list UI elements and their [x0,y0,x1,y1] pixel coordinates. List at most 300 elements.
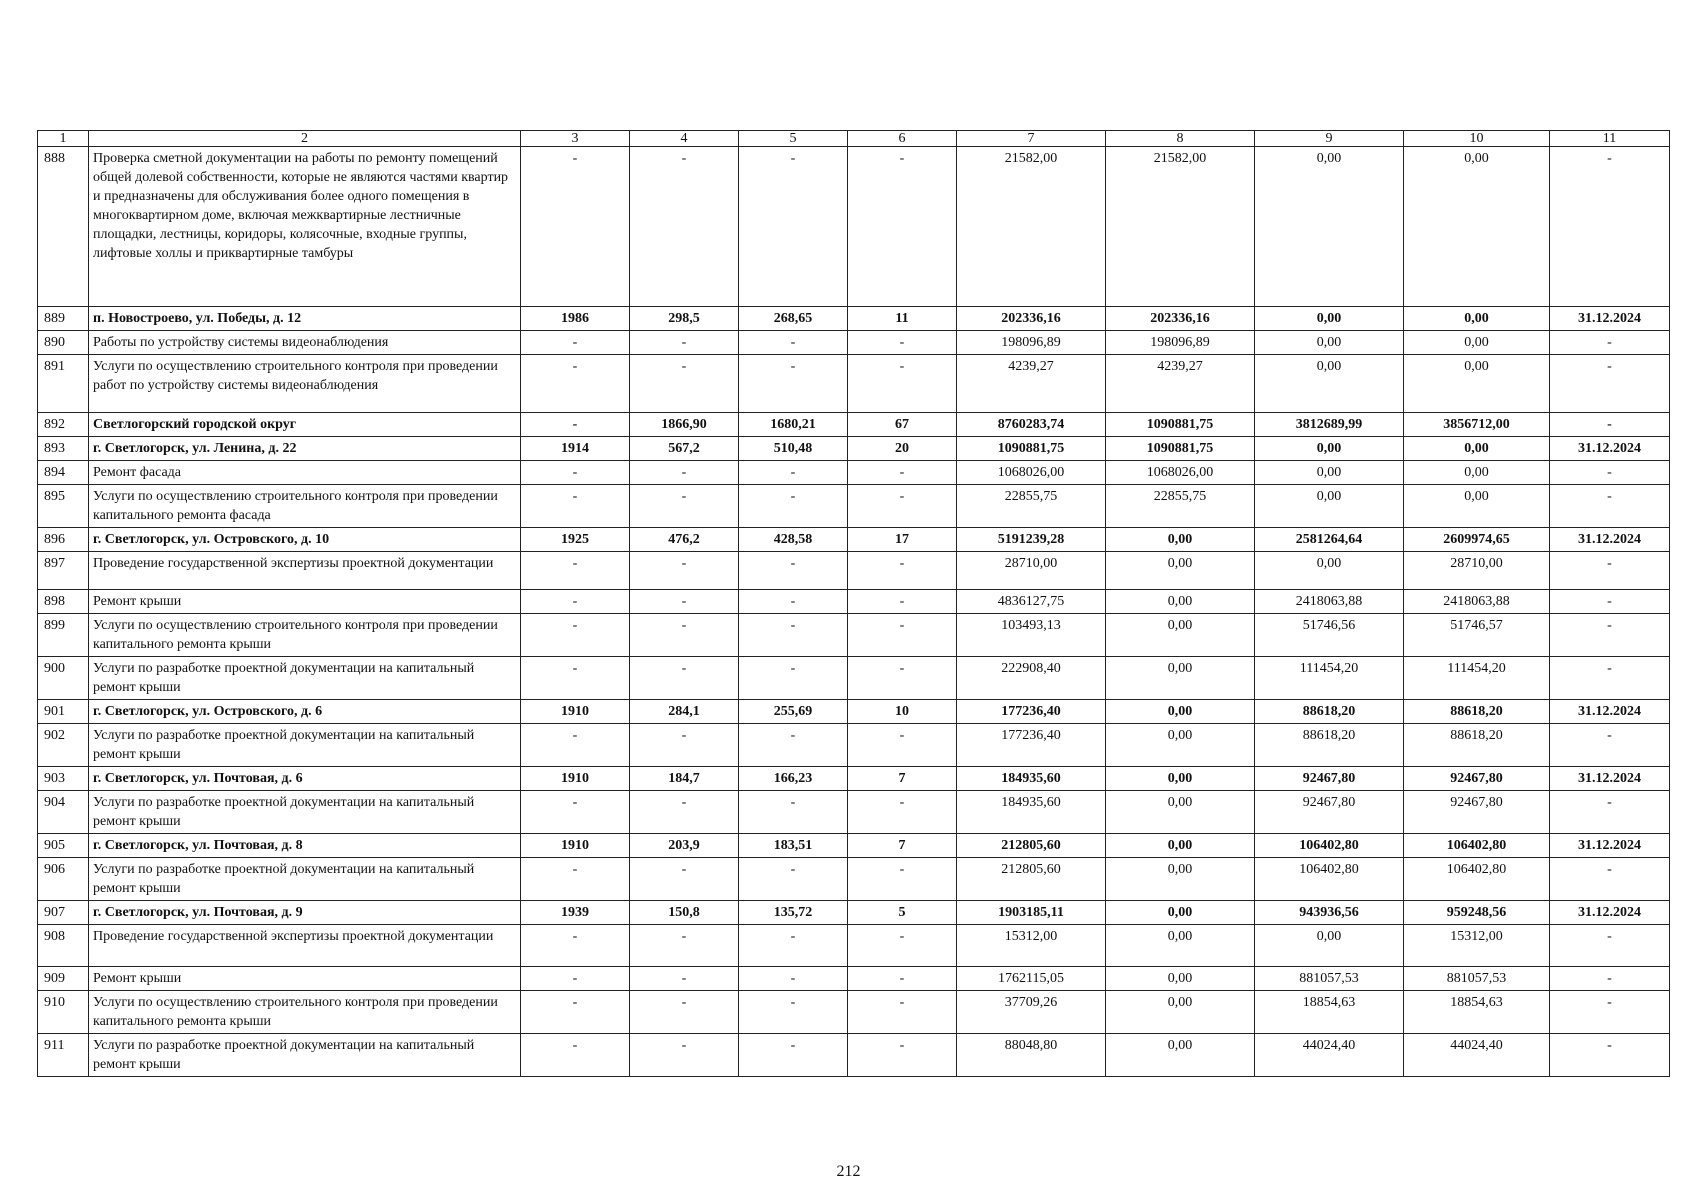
cost-col10-cell: 0,00 [1404,147,1550,307]
deadline-cell: - [1550,331,1670,355]
table-header-row [38,131,1670,147]
year-cell: 1910 [521,834,630,858]
cost-col8-cell: 0,00 [1106,1034,1255,1077]
work-name-cell: г. Светлогорск, ул. Островского, д. 10 [89,528,521,552]
cost-col10-cell: 0,00 [1404,355,1550,413]
living-area-cell: - [739,991,848,1034]
cost-col10-cell: 0,00 [1404,461,1550,485]
object-row [38,767,1670,791]
total-cost-cell: 1068026,00 [957,461,1106,485]
total-cost-cell: 8760283,74 [957,413,1106,437]
column-number-header: 9 [1255,131,1404,147]
work-name-cell: Проведение государственной экспертизы проектной документации [89,552,521,590]
cost-col9-cell: 106402,80 [1255,834,1404,858]
deadline-cell: 31.12.2024 [1550,767,1670,791]
total-area-cell: 567,2 [630,437,739,461]
deadline-cell: 31.12.2024 [1550,700,1670,724]
residents-cell: 67 [848,413,957,437]
column-number-header: 4 [630,131,739,147]
year-cell: 1939 [521,901,630,925]
cost-col9-cell: 111454,20 [1255,657,1404,700]
living-area-cell: - [739,657,848,700]
column-number-header: 6 [848,131,957,147]
residents-cell: - [848,657,957,700]
year-cell: - [521,331,630,355]
row-number-cell: 902 [38,724,89,767]
work-row [38,991,1670,1034]
work-name-cell: Ремонт крыши [89,967,521,991]
total-cost-cell: 4836127,75 [957,590,1106,614]
year-cell: - [521,355,630,413]
total-area-cell: - [630,614,739,657]
cost-col9-cell: 3812689,99 [1255,413,1404,437]
living-area-cell: - [739,147,848,307]
total-area-cell: 150,8 [630,901,739,925]
work-name-cell: г. Светлогорск, ул. Почтовая, д. 6 [89,767,521,791]
total-area-cell: - [630,724,739,767]
living-area-cell: 255,69 [739,700,848,724]
table-body [38,131,1670,1077]
living-area-cell: - [739,858,848,901]
cost-col10-cell: 28710,00 [1404,552,1550,590]
cost-col9-cell: 88618,20 [1255,724,1404,767]
cost-col8-cell: 22855,75 [1106,485,1255,528]
cost-col10-cell: 51746,57 [1404,614,1550,657]
total-area-cell: 1866,90 [630,413,739,437]
total-cost-cell: 15312,00 [957,925,1106,967]
cost-col8-cell: 0,00 [1106,901,1255,925]
residents-cell: - [848,967,957,991]
work-name-cell: Услуги по разработке проектной документации на капитальный ремонт крыши [89,724,521,767]
living-area-cell: 135,72 [739,901,848,925]
work-name-cell: Услуги по осуществлению строительного контроля при проведении работ по устройству системы видеонаблюдения [89,355,521,413]
total-area-cell: - [630,791,739,834]
row-number-cell: 896 [38,528,89,552]
year-cell: - [521,413,630,437]
row-number-cell: 899 [38,614,89,657]
row-number-cell: 905 [38,834,89,858]
total-cost-cell: 184935,60 [957,767,1106,791]
row-number-cell: 911 [38,1034,89,1077]
total-cost-cell: 37709,26 [957,991,1106,1034]
residents-cell: - [848,355,957,413]
work-name-cell: Услуги по разработке проектной документации на капитальный ремонт крыши [89,791,521,834]
cost-col10-cell: 0,00 [1404,307,1550,331]
deadline-cell: - [1550,724,1670,767]
year-cell: - [521,485,630,528]
object-row [38,834,1670,858]
residents-cell: - [848,1034,957,1077]
work-name-cell: Ремонт фасада [89,461,521,485]
work-row [38,858,1670,901]
year-cell: - [521,925,630,967]
total-area-cell: - [630,967,739,991]
work-name-cell: г. Светлогорск, ул. Ленина, д. 22 [89,437,521,461]
cost-col10-cell: 0,00 [1404,485,1550,528]
work-name-cell: Услуги по разработке проектной документации на капитальный ремонт крыши [89,1034,521,1077]
work-row [38,791,1670,834]
total-cost-cell: 212805,60 [957,858,1106,901]
work-row [38,925,1670,967]
cost-col9-cell: 106402,80 [1255,858,1404,901]
row-number-cell: 895 [38,485,89,528]
object-row [38,413,1670,437]
deadline-cell: 31.12.2024 [1550,901,1670,925]
residents-cell: - [848,331,957,355]
cost-col8-cell: 202336,16 [1106,307,1255,331]
cost-col10-cell: 959248,56 [1404,901,1550,925]
total-cost-cell: 212805,60 [957,834,1106,858]
cost-col8-cell: 0,00 [1106,590,1255,614]
cost-col9-cell: 92467,80 [1255,791,1404,834]
object-row [38,307,1670,331]
total-cost-cell: 28710,00 [957,552,1106,590]
total-area-cell: 298,5 [630,307,739,331]
row-number-cell: 897 [38,552,89,590]
living-area-cell: - [739,331,848,355]
row-number-cell: 901 [38,700,89,724]
year-cell: - [521,858,630,901]
cost-col8-cell: 0,00 [1106,858,1255,901]
cost-col8-cell: 0,00 [1106,925,1255,967]
residents-cell: - [848,485,957,528]
total-cost-cell: 177236,40 [957,724,1106,767]
residents-cell: 20 [848,437,957,461]
cost-col10-cell: 92467,80 [1404,767,1550,791]
work-row [38,724,1670,767]
total-cost-cell: 88048,80 [957,1034,1106,1077]
living-area-cell: - [739,614,848,657]
row-number-cell: 889 [38,307,89,331]
work-row [38,552,1670,590]
total-cost-cell: 184935,60 [957,791,1106,834]
row-number-cell: 890 [38,331,89,355]
cost-col10-cell: 2609974,65 [1404,528,1550,552]
row-number-cell: 891 [38,355,89,413]
residents-cell: - [848,991,957,1034]
year-cell: 1914 [521,437,630,461]
work-row [38,355,1670,413]
deadline-cell: - [1550,858,1670,901]
cost-col10-cell: 2418063,88 [1404,590,1550,614]
year-cell: - [521,791,630,834]
deadline-cell: - [1550,791,1670,834]
deadline-cell: - [1550,1034,1670,1077]
total-area-cell: 184,7 [630,767,739,791]
row-number-cell: 900 [38,657,89,700]
cost-col8-cell: 4239,27 [1106,355,1255,413]
year-cell: 1925 [521,528,630,552]
total-area-cell: - [630,858,739,901]
cost-col8-cell: 0,00 [1106,724,1255,767]
living-area-cell: 183,51 [739,834,848,858]
year-cell: - [521,657,630,700]
total-cost-cell: 198096,89 [957,331,1106,355]
year-cell: - [521,590,630,614]
work-name-cell: Услуги по разработке проектной документации на капитальный ремонт крыши [89,657,521,700]
row-number-cell: 910 [38,991,89,1034]
living-area-cell: 1680,21 [739,413,848,437]
cost-col9-cell: 0,00 [1255,925,1404,967]
living-area-cell: - [739,791,848,834]
total-area-cell: - [630,1034,739,1077]
page-number: 212 [836,1163,861,1180]
total-area-cell: - [630,461,739,485]
cost-col8-cell: 0,00 [1106,657,1255,700]
year-cell: - [521,967,630,991]
total-cost-cell: 4239,27 [957,355,1106,413]
residents-cell: 7 [848,834,957,858]
deadline-cell: - [1550,657,1670,700]
cost-col8-cell: 0,00 [1106,834,1255,858]
residents-cell: - [848,461,957,485]
living-area-cell: - [739,967,848,991]
total-area-cell: - [630,552,739,590]
row-number-cell: 898 [38,590,89,614]
row-number-cell: 907 [38,901,89,925]
cost-col10-cell: 0,00 [1404,331,1550,355]
cost-col10-cell: 0,00 [1404,437,1550,461]
cost-col10-cell: 44024,40 [1404,1034,1550,1077]
work-name-cell: Проверка сметной документации на работы по ремонту помещений общей долевой собственности, которые не являются частями квартир и предназначены для обслуживания более одного помещения в многоквартирном доме, включая межквартирные лестничные площадки, лестницы, коридоры, колясочные, входные группы, лифтовые холлы и приквартирные тамбуры [89,147,521,307]
total-area-cell: - [630,147,739,307]
cost-col10-cell: 92467,80 [1404,791,1550,834]
living-area-cell: - [739,552,848,590]
row-number-cell: 909 [38,967,89,991]
column-number-header: 7 [957,131,1106,147]
total-area-cell: - [630,991,739,1034]
cost-col8-cell: 0,00 [1106,967,1255,991]
work-row [38,657,1670,700]
work-name-cell: г. Светлогорск, ул. Островского, д. 6 [89,700,521,724]
cost-col9-cell: 0,00 [1255,485,1404,528]
living-area-cell: 166,23 [739,767,848,791]
cost-col9-cell: 0,00 [1255,437,1404,461]
row-number-cell: 894 [38,461,89,485]
cost-col9-cell: 0,00 [1255,307,1404,331]
residents-cell: 11 [848,307,957,331]
total-cost-cell: 222908,40 [957,657,1106,700]
cost-col8-cell: 1068026,00 [1106,461,1255,485]
total-area-cell: - [630,485,739,528]
cost-col8-cell: 21582,00 [1106,147,1255,307]
object-row [38,901,1670,925]
residents-cell: 17 [848,528,957,552]
deadline-cell: - [1550,590,1670,614]
total-area-cell: 203,9 [630,834,739,858]
cost-col9-cell: 943936,56 [1255,901,1404,925]
deadline-cell: - [1550,355,1670,413]
residents-cell: - [848,925,957,967]
deadline-cell: 31.12.2024 [1550,834,1670,858]
capital-repair-table [37,130,1670,1077]
work-row [38,331,1670,355]
residents-cell: - [848,614,957,657]
year-cell: 1986 [521,307,630,331]
total-cost-cell: 21582,00 [957,147,1106,307]
work-row [38,614,1670,657]
total-cost-cell: 177236,40 [957,700,1106,724]
object-row [38,437,1670,461]
residents-cell: - [848,552,957,590]
living-area-cell: - [739,590,848,614]
cost-col8-cell: 0,00 [1106,700,1255,724]
work-name-cell: г. Светлогорск, ул. Почтовая, д. 8 [89,834,521,858]
year-cell: - [521,991,630,1034]
deadline-cell: - [1550,413,1670,437]
object-row [38,528,1670,552]
residents-cell: - [848,590,957,614]
cost-col9-cell: 51746,56 [1255,614,1404,657]
living-area-cell: - [739,461,848,485]
deadline-cell: - [1550,485,1670,528]
work-name-cell: Проведение государственной экспертизы проектной документации [89,925,521,967]
work-name-cell: Услуги по осуществлению строительного контроля при проведении капитального ремонта крыши [89,991,521,1034]
total-cost-cell: 103493,13 [957,614,1106,657]
work-row [38,590,1670,614]
work-row [38,1034,1670,1077]
living-area-cell: - [739,724,848,767]
cost-col8-cell: 0,00 [1106,614,1255,657]
column-number-header: 2 [89,131,521,147]
work-name-cell: Услуги по осуществлению строительного контроля при проведении капитального ремонта крыши [89,614,521,657]
column-number-header: 5 [739,131,848,147]
residents-cell: 5 [848,901,957,925]
total-area-cell: - [630,925,739,967]
cost-col10-cell: 3856712,00 [1404,413,1550,437]
total-cost-cell: 22855,75 [957,485,1106,528]
cost-col10-cell: 18854,63 [1404,991,1550,1034]
living-area-cell: 428,58 [739,528,848,552]
object-row [38,700,1670,724]
year-cell: - [521,147,630,307]
residents-cell: - [848,147,957,307]
deadline-cell: 31.12.2024 [1550,528,1670,552]
cost-col10-cell: 88618,20 [1404,700,1550,724]
work-name-cell: Услуги по разработке проектной документации на капитальный ремонт крыши [89,858,521,901]
residents-cell: - [848,724,957,767]
cost-col9-cell: 2581264,64 [1255,528,1404,552]
work-name-cell: п. Новостроево, ул. Победы, д. 12 [89,307,521,331]
deadline-cell: - [1550,552,1670,590]
deadline-cell: - [1550,925,1670,967]
work-name-cell: Работы по устройству системы видеонаблюдения [89,331,521,355]
column-number-header: 1 [38,131,89,147]
living-area-cell: 510,48 [739,437,848,461]
living-area-cell: - [739,355,848,413]
column-number-header: 3 [521,131,630,147]
work-name-cell: г. Светлогорск, ул. Почтовая, д. 9 [89,901,521,925]
cost-col10-cell: 88618,20 [1404,724,1550,767]
year-cell: 1910 [521,700,630,724]
total-area-cell: - [630,590,739,614]
row-number-cell: 892 [38,413,89,437]
row-number-cell: 893 [38,437,89,461]
cost-col9-cell: 0,00 [1255,552,1404,590]
work-name-cell: Услуги по осуществлению строительного контроля при проведении капитального ремонта фасада [89,485,521,528]
residents-cell: - [848,858,957,901]
cost-col8-cell: 0,00 [1106,791,1255,834]
deadline-cell: 31.12.2024 [1550,307,1670,331]
deadline-cell: - [1550,461,1670,485]
cost-col9-cell: 92467,80 [1255,767,1404,791]
cost-col9-cell: 0,00 [1255,147,1404,307]
cost-col10-cell: 111454,20 [1404,657,1550,700]
row-number-cell: 904 [38,791,89,834]
work-row [38,967,1670,991]
living-area-cell: - [739,925,848,967]
residents-cell: - [848,791,957,834]
column-number-header: 8 [1106,131,1255,147]
cost-col8-cell: 0,00 [1106,767,1255,791]
total-area-cell: 476,2 [630,528,739,552]
year-cell: - [521,724,630,767]
cost-col10-cell: 106402,80 [1404,834,1550,858]
total-area-cell: - [630,331,739,355]
year-cell: 1910 [521,767,630,791]
work-row [38,461,1670,485]
cost-col10-cell: 15312,00 [1404,925,1550,967]
year-cell: - [521,1034,630,1077]
cost-col8-cell: 198096,89 [1106,331,1255,355]
column-number-header: 10 [1404,131,1550,147]
cost-col9-cell: 0,00 [1255,355,1404,413]
work-row [38,485,1670,528]
total-cost-cell: 1903185,11 [957,901,1106,925]
cost-col8-cell: 1090881,75 [1106,437,1255,461]
work-name-cell: Светлогорский городской округ [89,413,521,437]
year-cell: - [521,552,630,590]
cost-col9-cell: 2418063,88 [1255,590,1404,614]
deadline-cell: - [1550,967,1670,991]
cost-col8-cell: 1090881,75 [1106,413,1255,437]
year-cell: - [521,614,630,657]
row-number-cell: 908 [38,925,89,967]
deadline-cell: - [1550,147,1670,307]
total-cost-cell: 202336,16 [957,307,1106,331]
living-area-cell: 268,65 [739,307,848,331]
row-number-cell: 888 [38,147,89,307]
cost-col9-cell: 88618,20 [1255,700,1404,724]
deadline-cell: 31.12.2024 [1550,437,1670,461]
total-cost-cell: 1762115,05 [957,967,1106,991]
living-area-cell: - [739,485,848,528]
year-cell: - [521,461,630,485]
cost-col9-cell: 881057,53 [1255,967,1404,991]
total-cost-cell: 5191239,28 [957,528,1106,552]
cost-col10-cell: 881057,53 [1404,967,1550,991]
total-cost-cell: 1090881,75 [957,437,1106,461]
work-row [38,147,1670,307]
column-number-header: 11 [1550,131,1670,147]
cost-col8-cell: 0,00 [1106,552,1255,590]
cost-col10-cell: 106402,80 [1404,858,1550,901]
cost-col9-cell: 18854,63 [1255,991,1404,1034]
deadline-cell: - [1550,991,1670,1034]
work-name-cell: Ремонт крыши [89,590,521,614]
row-number-cell: 906 [38,858,89,901]
cost-col8-cell: 0,00 [1106,991,1255,1034]
cost-col9-cell: 44024,40 [1255,1034,1404,1077]
cost-col8-cell: 0,00 [1106,528,1255,552]
total-area-cell: 284,1 [630,700,739,724]
total-area-cell: - [630,657,739,700]
row-number-cell: 903 [38,767,89,791]
living-area-cell: - [739,1034,848,1077]
deadline-cell: - [1550,614,1670,657]
residents-cell: 10 [848,700,957,724]
residents-cell: 7 [848,767,957,791]
